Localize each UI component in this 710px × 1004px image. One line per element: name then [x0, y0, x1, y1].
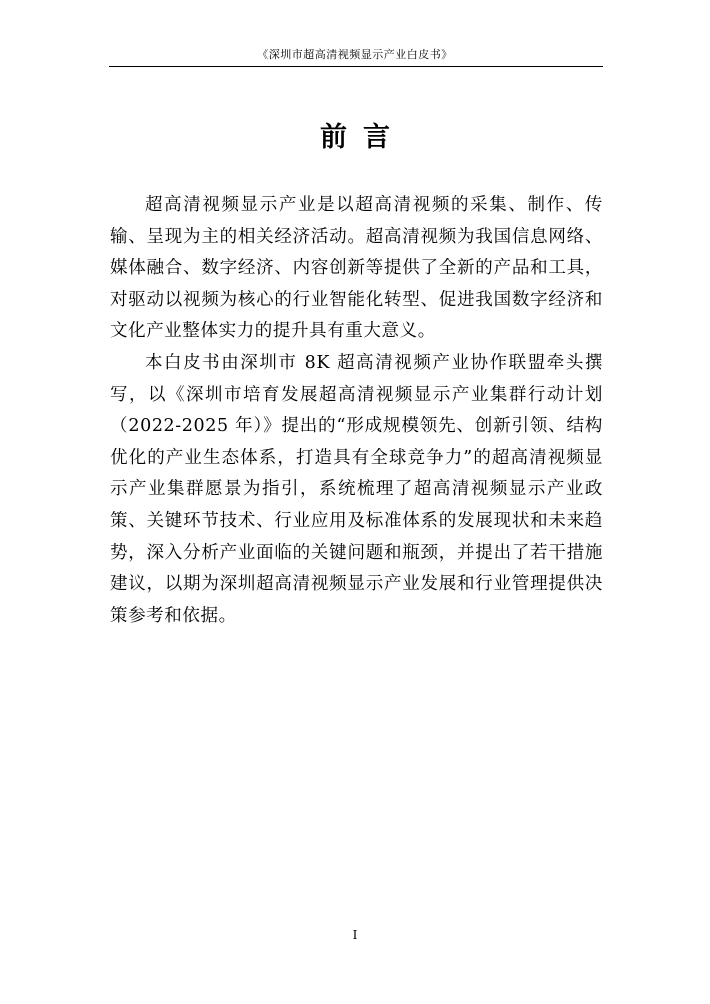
running-header: 《深圳市超高清视频显示产业白皮书》: [257, 48, 453, 61]
paragraph-whitepaper-purpose: 本白皮书由深圳市 8K 超高清视频产业协作联盟牵头撰写，以《深圳市培育发展超高清视频显示产业集群行动计划（2022-2025 年）》提出的“形成规模领先、创新引领、结构优化的产业生态体系，打造具有全球竞争力”的超高清视频显示产业集群愿景为指引，系统梳理了超高清视频显示产业政策、关键环节技术、行业应用及标准体系的发展现状和未来趋势，深入分析产业面临的关键问题和瓶颈，并提出了若干措施建议，以期为深圳超高清视频显示产业发展和行业管理提供决策参考和依据。: [110, 352, 603, 626]
header-divider: [109, 66, 603, 67]
paragraph-intro: 超高清视频显示产业是以超高清视频的采集、制作、传输、呈现为主的相关经济活动。超高清视频为我国信息网络、媒体融合、数字经济、内容创新等提供了全新的产品和工具，对驱动以视频为核心的行业智能化转型、促进我国数字经济和文化产业整体实力的提升具有重大意义。: [110, 195, 603, 342]
page-title: 前言: [320, 122, 406, 153]
body-text: [110, 190, 603, 632]
page-number: I: [352, 928, 358, 942]
